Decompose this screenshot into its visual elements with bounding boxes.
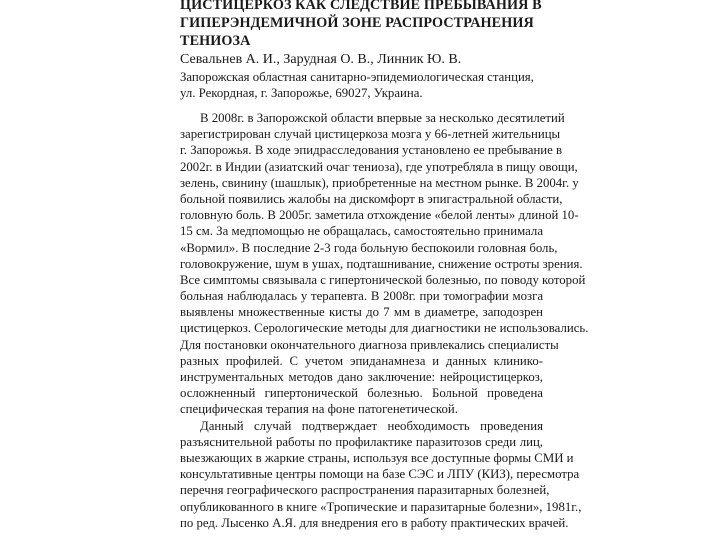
body-line: зарегистрирован случай цистицеркоза мозга у 66-летней жительницы	[180, 127, 561, 142]
body-line: больной появились жалобы на дискомфорт в эпигастральной области,	[180, 191, 563, 206]
body-line: Данный случай подтверждает необходимость проведения	[200, 418, 543, 433]
article-body	[180, 110, 589, 531]
body-line: больная наблюдалась у терапевта. В 2008г. при томографии мозга	[180, 289, 543, 304]
body-line: цистицеркоз. Серологические методы для диагностики не использовались.	[180, 321, 589, 336]
body-line: выявлены множественные кисты до 7 мм в диаметре, заподозрен	[180, 305, 543, 320]
body-line: 15 см. За медпомощью не обращалась, самостоятельно принимала	[180, 224, 543, 239]
body-line: разъяснительной работы по профилактике паразитозов среди лиц,	[180, 434, 543, 449]
title-line: ГИПЕРЭНДЕМИЧНОЙ ЗОНЕ РАСПРОСТРАНЕНИЯ	[180, 15, 534, 31]
body-line: осложненный гипертонической болезнью. Больной проведена	[180, 386, 543, 401]
title-line: ТЕНИОЗА	[180, 33, 251, 49]
body-line: Все симптомы связывала с гипертонической болезнью, по поводу которой	[180, 272, 586, 287]
title-line: ЦИСТИЦЕРКОЗ КАК СЛЕДСТВИЕ ПРЕБЫВАНИЯ В	[180, 0, 542, 13]
body-line: консультативные центры помощи на базе СЭС и ЛПУ (КИЗ), пересмотра	[180, 467, 580, 482]
body-line: головокружение, шум в ушах, подташнивание, снижение остроты зрения.	[180, 256, 583, 271]
body-line: перечня географического распространения паразитарных болезней,	[180, 483, 550, 498]
body-line: Для постановки окончательного диагноза привлекались специалисты	[180, 337, 559, 352]
body-line: опубликованного в книге «Тропические и паразитарные болезни», 1981г.,	[180, 499, 582, 514]
body-line: разных профилей. С учетом эпиданамнеза и данных клинико-	[180, 353, 543, 368]
body-line: «Вормил». В последние 2-3 года больную беспокоили головная боль,	[180, 240, 558, 255]
affiliation-line: Запорожская областная санитарно-эпидемиологическая станция,	[180, 70, 534, 84]
body-line: выезжающих в жаркие страны, используя все доступные формы СМИ и	[180, 450, 574, 465]
article-title	[180, 0, 550, 50]
authors: Севальнев А. И., Зарудная О. В., Линник Ю. В.	[180, 52, 462, 67]
body-line: г. Запорожья. В ходе эпидрасследования установлено ее пребывание в	[180, 143, 563, 158]
body-line: головную боль. В 2005г. заметила отхождение «белой ленты» длиной 10-	[180, 208, 579, 223]
body-line: 2002г. в Индии (азиатский очаг тениоза), где употребляла в пищу овощи,	[180, 159, 578, 174]
body-line: специфическая терапия на фоне патогенетической.	[180, 402, 458, 417]
affiliation-line: ул. Рекордная, г. Запорожье, 69027, Украина.	[180, 85, 423, 100]
body-line: В 2008г. в Запорожской области впервые за несколько десятилетий	[200, 111, 565, 125]
affiliation	[180, 70, 534, 101]
body-line: зелень, свинину (шашлык), приобретенные на местном рынке. В 2004г. у	[180, 175, 579, 190]
body-line: инструментальных методов дано заключение: нейроцистицеркоз,	[180, 370, 543, 384]
body-line: по ред. Лысенко А.Я. для внедрения его в работу практических врачей.	[180, 515, 569, 530]
